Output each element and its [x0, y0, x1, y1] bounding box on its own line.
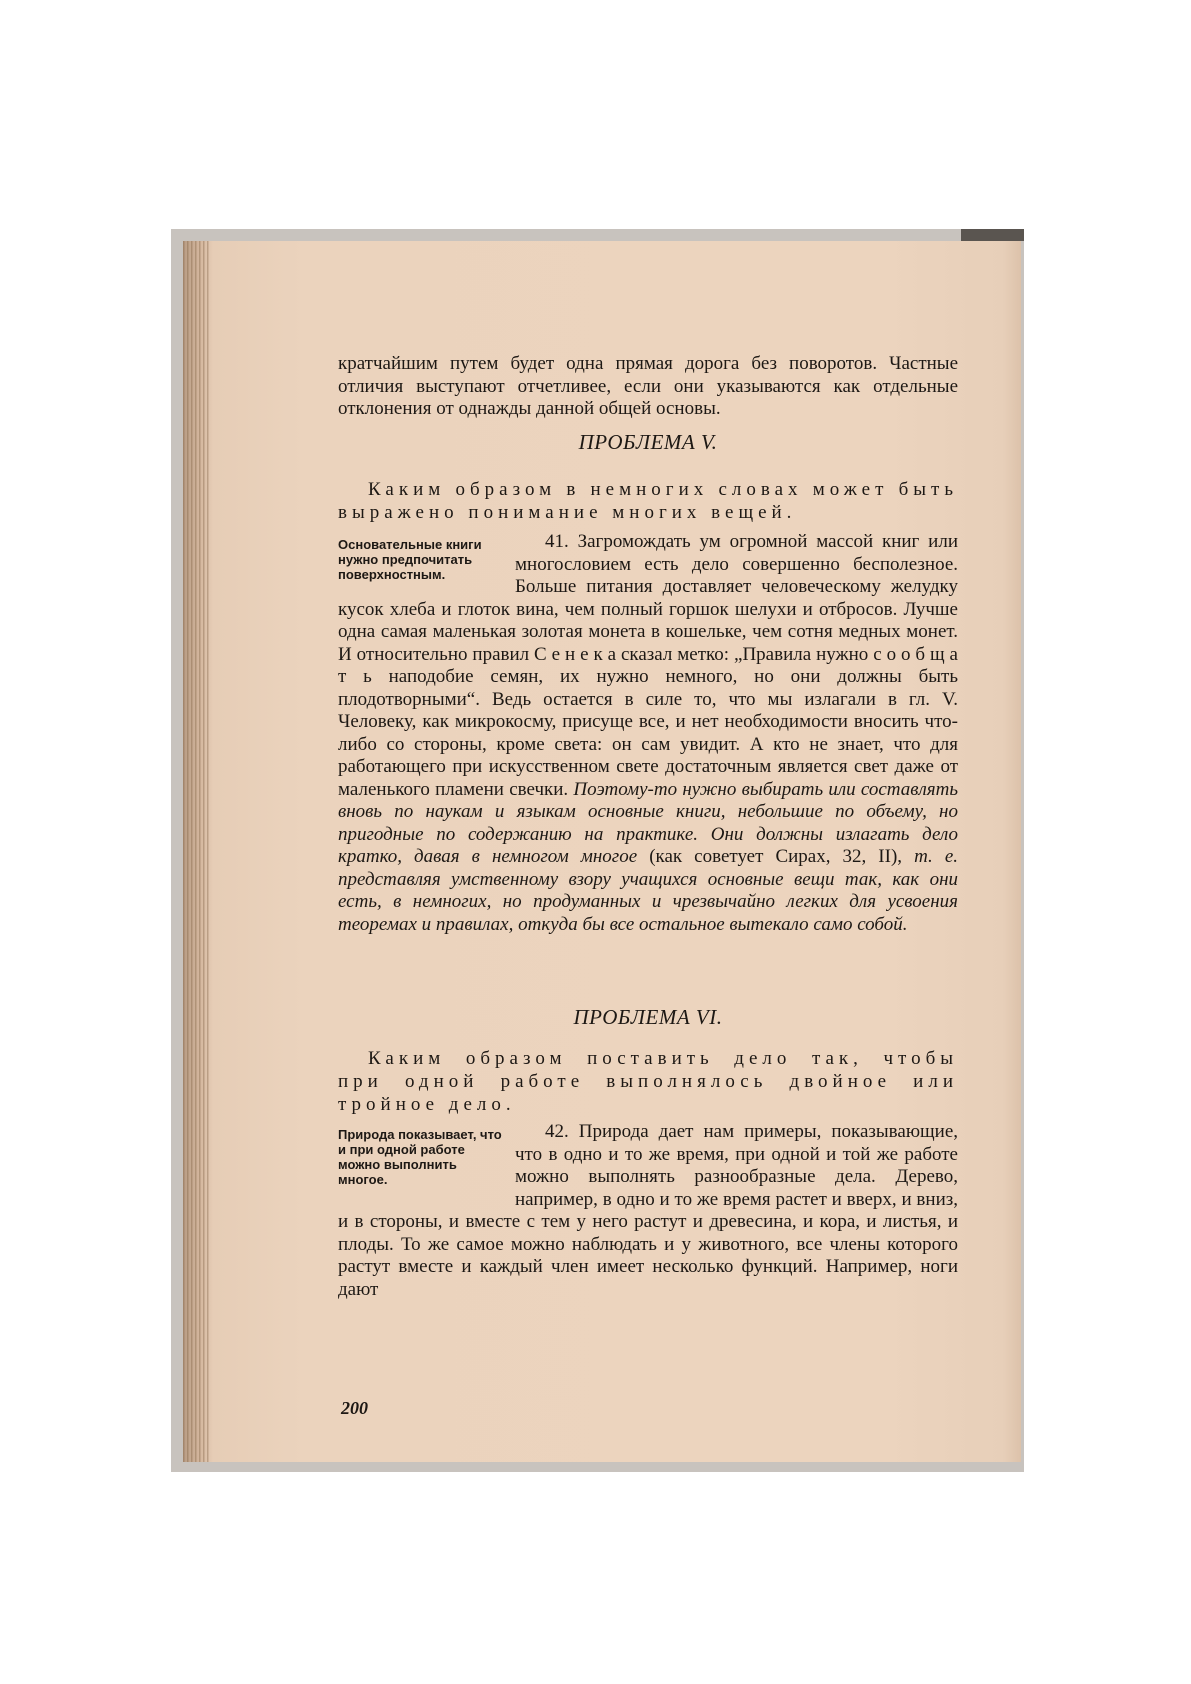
- problem-6-side-note: Природа показывает, что и при одной работе можно выполнить многое.: [338, 1127, 502, 1187]
- top-paragraph: [338, 353, 958, 421]
- problem-5-text-part2: (как советует Сирах, 32, II),: [649, 846, 903, 867]
- top-paragraph-text: кратчайшим путем будет одна прямая дорога без поворотов. Частные отличия выступают отчетливее, если они указываются как отдельные отклонения от однажды данной общей основы.: [338, 353, 958, 419]
- problem-6-paragraph: 42. Природа дает нам примеры, показывающие, что в одно и то же время, при одной и той же работе можно выполнять разнообразные дела. Дерево, например, в одно и то же время растет и вверх, и вниз, и в стороны, и вместе с тем у него растут и древесина, и кора, и листья, и плоды. То же самое можно наблюдать и у животного, все члены которого растут вместе и каждый член имеет несколько функций. Например, ноги дают: [338, 1121, 958, 1300]
- problem-5-italic-part1: Поэтому-то нужно выбирать или составлять вновь по наукам и языкам основные книги, небольшие по объему, но пригодные по содержанию на практике. Они должны излагать дело кратко, давая в немногом многое: [338, 778, 958, 867]
- scan-shadow: [961, 229, 1024, 241]
- problem-5-text-part1: 41. Загромождать ум огромной массой книг или многословием есть дело совершенно бесполезное. Больше питания доставляет человеческому желудку кусок хлеба и глоток вина, чем полный горшок шелухи и отбросов. Лучше одна самая маленькая золотая монета в кошельке, чем сотня медных монет. И относительно правил С е н е к а сказал метко: „Правила нужно с о о б щ а т ь наподобие семян, их нужно немного, но они должны быть плодотворными“. Ведь остается в силе то, что мы излагали в гл. V. Человеку, как микрокосму, присуще все, и нет необходимости вносить что-либо со стороны, кроме света: он сам увидит. А кто не знает, что для работающего при искусственном свете достаточным является свет даже от маленького пламени свечки.: [338, 531, 958, 800]
- problem-5-question: Каким образом в немногих словах может быть выражено понимание многих вещей.: [338, 479, 958, 523]
- problem-5-side-note: Основательные книги нужно предпочитать поверхностным.: [338, 537, 482, 582]
- problem-6-question: Каким образом поставить дело так, чтобы при одной работе выполнялось двойное или тройное дело.: [338, 1048, 958, 1115]
- problem-5-title: ПРОБЛЕМА V.: [578, 430, 718, 454]
- problem-5-italic-part2: т. е. представляя умственному взору учащихся основные вещи так, как они есть, в немногих, но продуманных и чрезвычайно легких для усвоения теоремах и правилах, откуда бы все остальное вытекало само собой.: [338, 846, 959, 935]
- problem-6-title: ПРОБЛЕМА VI.: [573, 1005, 723, 1029]
- page-edges: [183, 241, 211, 1462]
- problem-5-section: [338, 531, 958, 936]
- problem-5-paragraph: [338, 531, 958, 936]
- page-number: 200: [341, 1398, 368, 1418]
- problem-6-section: [338, 1121, 958, 1301]
